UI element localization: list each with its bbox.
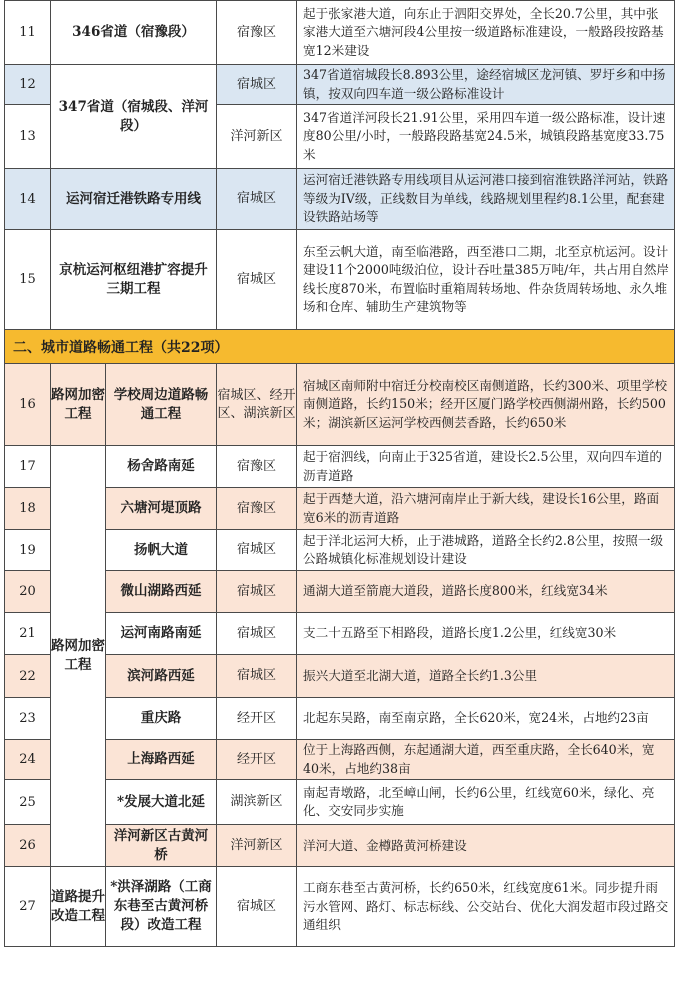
section-header-row: [5, 330, 675, 364]
project-desc: 通湖大道至箭鹿大道段，道路长度800米，红线宽34米: [297, 571, 675, 613]
row-number: 13: [5, 105, 51, 169]
row-number: 18: [5, 488, 51, 530]
project-table: [4, 0, 675, 947]
district: 经开区: [217, 740, 297, 780]
row-number: 21: [5, 613, 51, 655]
project-name: 重庆路: [106, 698, 217, 740]
row-number: 20: [5, 571, 51, 613]
category-label: 路网加密工程: [51, 446, 106, 867]
table-row: [5, 571, 675, 613]
district: 宿豫区: [217, 1, 297, 65]
district: 宿豫区: [217, 446, 297, 488]
row-number: 17: [5, 446, 51, 488]
project-name: 微山湖路西延: [106, 571, 217, 613]
project-name: 346省道（宿豫段）: [51, 1, 217, 65]
table-row: [5, 446, 675, 488]
project-name: 滨河路西延: [106, 655, 217, 698]
project-name: 上海路西延: [106, 740, 217, 780]
project-desc: 起于西楚大道，沿六塘河南岸止于新大线，建设长16公里，路面宽6米的沥青道路: [297, 488, 675, 530]
project-name: 运河南路南延: [106, 613, 217, 655]
row-number: 26: [5, 825, 51, 867]
table-row: [5, 530, 675, 571]
district: 宿城区: [217, 530, 297, 571]
project-desc: 支二十五路至下相路段，道路长度1.2公里，红线宽30米: [297, 613, 675, 655]
district: 宿城区: [217, 867, 297, 947]
row-number: 22: [5, 655, 51, 698]
category-label: 道路提升改造工程: [51, 867, 106, 947]
table-row: [5, 825, 675, 867]
row-number: 15: [5, 230, 51, 330]
row-number: 27: [5, 867, 51, 947]
row-number: 19: [5, 530, 51, 571]
table-row: [5, 488, 675, 530]
project-desc: 南起青墩路，北至嶂山闸，长约6公里，红线宽60米，绿化、亮化、交安同步实施: [297, 780, 675, 825]
table-row: [5, 613, 675, 655]
table-row: [5, 65, 675, 105]
row-number: 16: [5, 364, 51, 446]
table-row: [5, 169, 675, 230]
row-number: 12: [5, 65, 51, 105]
project-desc: 东至云帆大道，南至临港路，西至港口二期，北至京杭运河。设计建设11个2000吨级泊位，设计吞吐量385万吨/年，共占用自然岸线长度870米，布置临时重箱周转场地、件杂货周转场地、永久堆场和仓库、辅助生产建筑物等: [297, 230, 675, 330]
table-row: [5, 698, 675, 740]
project-desc: 起于宿泗线，向南止于325省道，建设长2.5公里，双向四车道的沥青道路: [297, 446, 675, 488]
project-desc: 347省道宿城段长8.893公里，途经宿城区龙河镇、罗圩乡和中扬镇，按双向四车道一级公路标准设计: [297, 65, 675, 105]
project-desc: 347省道洋河段长21.91公里，采用四车道一级公路标准，设计速度80公里/小时，一般路段路基宽24.5米，城镇段路基宽度33.75米: [297, 105, 675, 169]
project-name: 运河宿迁港铁路专用线: [51, 169, 217, 230]
table-row: [5, 780, 675, 825]
district: 宿城区: [217, 571, 297, 613]
project-desc: 宿城区南师附中宿迁分校南校区南侧道路，长约300米、项里学校南侧道路，长约150米；经开区厦门路学校西侧湖州路，长约500米；湖滨新区运河学校西侧芸香路，长约650米: [297, 364, 675, 446]
row-number: 23: [5, 698, 51, 740]
row-number: 11: [5, 1, 51, 65]
table-row: [5, 655, 675, 698]
project-desc: 洋河大道、金樽路黄河桥建设: [297, 825, 675, 867]
table-row: [5, 230, 675, 330]
project-desc: 起于洋北运河大桥，止于港城路，道路全长约2.8公里，按照一级公路城镇化标准规划设计建设: [297, 530, 675, 571]
district: 宿城区: [217, 613, 297, 655]
project-desc: 振兴大道至北湖大道，道路全长约1.3公里: [297, 655, 675, 698]
district: 宿城区: [217, 655, 297, 698]
project-desc: 位于上海路西侧，东起通湖大道，西至重庆路，全长640米，宽40米，占地约38亩: [297, 740, 675, 780]
category-label: 路网加密工程: [51, 364, 106, 446]
district: 洋河新区: [217, 825, 297, 867]
project-name: *发展大道北延: [106, 780, 217, 825]
project-desc: 工商东巷至古黄河桥，长约650米，红线宽度61米。同步提升雨污水管网、路灯、标志标线、公交站台、优化大润发超市段过路交通组织: [297, 867, 675, 947]
table-row: [5, 740, 675, 780]
row-number: 14: [5, 169, 51, 230]
district: 湖滨新区: [217, 780, 297, 825]
project-name: *洪泽湖路（工商东巷至古黄河桥段）改造工程: [106, 867, 217, 947]
table-row: [5, 867, 675, 947]
table-row: [5, 364, 675, 446]
project-name: 洋河新区古黄河桥: [106, 825, 217, 867]
project-name: 京杭运河枢纽港扩容提升三期工程: [51, 230, 217, 330]
project-desc: 运河宿迁港铁路专用线项目从运河港口接到宿淮铁路洋河站，铁路等级为IV级，正线数目为单线，线路规划里程约8.1公里，配套建设铁路站场等: [297, 169, 675, 230]
district: 宿城区: [217, 169, 297, 230]
project-name: 六塘河堤顶路: [106, 488, 217, 530]
district: 洋河新区: [217, 105, 297, 169]
row-number: 24: [5, 740, 51, 780]
project-desc: 北起东吴路，南至南京路，全长620米，宽24米，占地约23亩: [297, 698, 675, 740]
district: 经开区: [217, 698, 297, 740]
district: 宿城区: [217, 230, 297, 330]
district: 宿城区、经开区、湖滨新区: [217, 364, 297, 446]
project-name: 347省道（宿城段、洋河段）: [51, 65, 217, 169]
table-row: [5, 1, 675, 65]
project-name: 杨舍路南延: [106, 446, 217, 488]
project-name: 扬帆大道: [106, 530, 217, 571]
district: 宿城区: [217, 65, 297, 105]
project-name: 学校周边道路畅通工程: [106, 364, 217, 446]
district: 宿豫区: [217, 488, 297, 530]
row-number: 25: [5, 780, 51, 825]
section-title: 二、城市道路畅通工程（共22项）: [5, 330, 675, 364]
project-desc: 起于张家港大道，向东止于泗阳交界处，全长20.7公里，其中张家港大道至六塘河段4公里按一级道路标准建设，一般路段按路基宽12米建设: [297, 1, 675, 65]
